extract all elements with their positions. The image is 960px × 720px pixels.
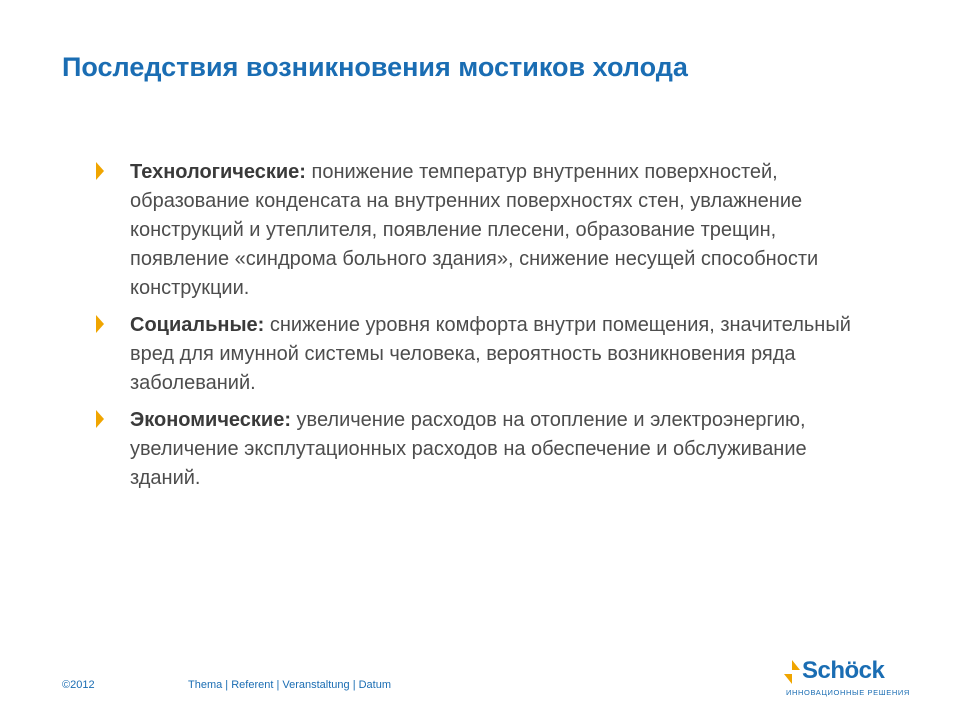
footer-meta: Thema | Referent | Veranstaltung | Datum — [188, 679, 392, 691]
bullet-text: снижение уровня комфорта внутри помещения, значительный вред для имунной системы человека, вероятность возникновения ряда заболеваний. — [130, 314, 851, 394]
bullet-list — [92, 158, 872, 501]
bullet-economic — [92, 406, 872, 493]
bullet-social — [92, 311, 872, 398]
triangle-bullet-icon — [96, 315, 104, 333]
triangle-bullet-icon — [96, 410, 104, 428]
bullet-term: Технологические: — [130, 161, 306, 183]
footer-copyright: ©2012 — [62, 679, 95, 691]
bullet-technological — [92, 158, 872, 303]
slide-title: Последствия возникновения мостиков холода — [62, 52, 688, 82]
schoeck-logo-mark-icon — [782, 658, 802, 686]
logo-wordmark: Schöck — [802, 657, 885, 684]
bullet-term: Социальные: — [130, 314, 265, 336]
bullet-text: увеличение расходов на отопление и электроэнергию, увеличение эксплутационных расходов на обеспечение и обслуживание зданий. — [130, 409, 807, 489]
bullet-term: Экономические: — [130, 409, 291, 431]
bullet-text: понижение температур внутренних поверхностей, образование конденсата на внутренних поверхностях стен, увлажнение конструкций и утеплителя, появление плесени, образование трещин, появление «синдрома больного здания», снижение несущей способности конструкции. — [130, 161, 819, 299]
triangle-bullet-icon — [96, 162, 104, 180]
schoeck-logo — [782, 656, 910, 702]
logo-tagline: ИННОВАЦИОННЫЕ РЕШЕНИЯ — [786, 688, 910, 697]
